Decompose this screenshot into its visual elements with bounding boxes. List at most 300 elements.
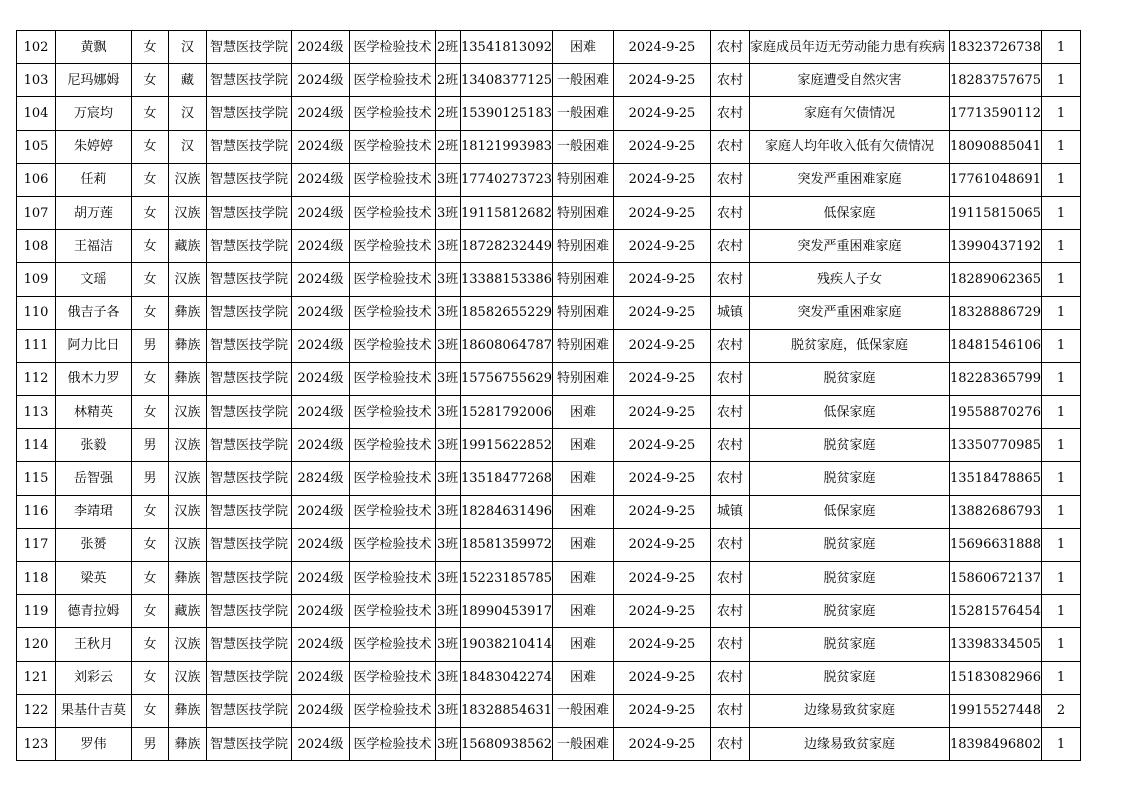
table-row bbox=[17, 727, 1081, 760]
contact-phone-cell: 18323726738 bbox=[949, 31, 1041, 64]
contact-phone-cell: 18481546106 bbox=[949, 329, 1041, 362]
contact-phone-cell: 15183082966 bbox=[949, 661, 1041, 694]
gender-cell: 女 bbox=[132, 296, 169, 329]
difficulty-level-cell: 困难 bbox=[552, 628, 613, 661]
grade-year-cell: 2024级 bbox=[292, 362, 350, 395]
row-number-cell: 103 bbox=[17, 64, 56, 97]
contact-phone-cell: 17713590112 bbox=[949, 97, 1041, 130]
hardship-reason-cell: 脱贫家庭，低保家庭 bbox=[749, 329, 949, 362]
row-number-cell: 122 bbox=[17, 694, 56, 727]
difficulty-level-cell: 特别困难 bbox=[552, 230, 613, 263]
residence-cell: 农村 bbox=[710, 230, 749, 263]
ethnicity-cell: 汉 bbox=[169, 97, 207, 130]
ethnicity-cell: 彝族 bbox=[169, 694, 207, 727]
contact-phone-cell: 18283757675 bbox=[949, 64, 1041, 97]
count-cell: 1 bbox=[1041, 97, 1080, 130]
table-row bbox=[17, 31, 1081, 64]
count-cell: 1 bbox=[1041, 31, 1080, 64]
phone-cell: 18581359972 bbox=[461, 528, 553, 561]
contact-phone-cell: 18228365799 bbox=[949, 362, 1041, 395]
gender-cell: 女 bbox=[132, 64, 169, 97]
phone-cell: 18608064787 bbox=[461, 329, 553, 362]
date-cell: 2024-9-25 bbox=[613, 562, 710, 595]
major-cell: 医学检验技术 bbox=[350, 396, 436, 429]
row-number-cell: 123 bbox=[17, 727, 56, 760]
class-cell: 2班 bbox=[436, 97, 461, 130]
contact-phone-cell: 13350770985 bbox=[949, 429, 1041, 462]
college-cell: 智慧医技学院 bbox=[207, 31, 292, 64]
date-cell: 2024-9-25 bbox=[613, 495, 710, 528]
contact-phone-cell: 13518478865 bbox=[949, 462, 1041, 495]
gender-cell: 女 bbox=[132, 362, 169, 395]
count-cell: 1 bbox=[1041, 396, 1080, 429]
gender-cell: 女 bbox=[132, 163, 169, 196]
college-cell: 智慧医技学院 bbox=[207, 296, 292, 329]
residence-cell: 农村 bbox=[710, 97, 749, 130]
date-cell: 2024-9-25 bbox=[613, 628, 710, 661]
grade-year-cell: 2024级 bbox=[292, 595, 350, 628]
count-cell: 1 bbox=[1041, 462, 1080, 495]
major-cell: 医学检验技术 bbox=[350, 230, 436, 263]
difficulty-level-cell: 特别困难 bbox=[552, 329, 613, 362]
student-name-cell: 王福洁 bbox=[56, 230, 132, 263]
major-cell: 医学检验技术 bbox=[350, 31, 436, 64]
grade-year-cell: 2024级 bbox=[292, 727, 350, 760]
student-name-cell: 李靖珺 bbox=[56, 495, 132, 528]
difficulty-level-cell: 困难 bbox=[552, 495, 613, 528]
hardship-reason-cell: 边缘易致贫家庭 bbox=[749, 694, 949, 727]
count-cell: 1 bbox=[1041, 329, 1080, 362]
residence-cell: 农村 bbox=[710, 562, 749, 595]
class-cell: 3班 bbox=[436, 661, 461, 694]
date-cell: 2024-9-25 bbox=[613, 727, 710, 760]
table-row bbox=[17, 196, 1081, 229]
student-roster-table bbox=[16, 30, 1081, 761]
count-cell: 1 bbox=[1041, 196, 1080, 229]
hardship-reason-cell: 边缘易致贫家庭 bbox=[749, 727, 949, 760]
major-cell: 医学检验技术 bbox=[350, 296, 436, 329]
count-cell: 1 bbox=[1041, 230, 1080, 263]
date-cell: 2024-9-25 bbox=[613, 64, 710, 97]
phone-cell: 15680938562 bbox=[461, 727, 553, 760]
student-name-cell: 俄木力罗 bbox=[56, 362, 132, 395]
grade-year-cell: 2024级 bbox=[292, 562, 350, 595]
hardship-reason-cell: 家庭有欠债情况 bbox=[749, 97, 949, 130]
count-cell: 1 bbox=[1041, 628, 1080, 661]
grade-year-cell: 2024级 bbox=[292, 130, 350, 163]
grade-year-cell: 2024级 bbox=[292, 31, 350, 64]
phone-cell: 17740273723 bbox=[461, 163, 553, 196]
row-number-cell: 118 bbox=[17, 562, 56, 595]
major-cell: 医学检验技术 bbox=[350, 196, 436, 229]
gender-cell: 男 bbox=[132, 462, 169, 495]
table-row bbox=[17, 595, 1081, 628]
difficulty-level-cell: 困难 bbox=[552, 396, 613, 429]
phone-cell: 19038210414 bbox=[461, 628, 553, 661]
count-cell: 1 bbox=[1041, 296, 1080, 329]
grade-year-cell: 2024级 bbox=[292, 64, 350, 97]
college-cell: 智慧医技学院 bbox=[207, 661, 292, 694]
college-cell: 智慧医技学院 bbox=[207, 97, 292, 130]
residence-cell: 农村 bbox=[710, 694, 749, 727]
major-cell: 医学检验技术 bbox=[350, 163, 436, 196]
count-cell: 1 bbox=[1041, 595, 1080, 628]
gender-cell: 男 bbox=[132, 329, 169, 362]
college-cell: 智慧医技学院 bbox=[207, 163, 292, 196]
college-cell: 智慧医技学院 bbox=[207, 263, 292, 296]
student-name-cell: 德青拉姆 bbox=[56, 595, 132, 628]
table-row bbox=[17, 628, 1081, 661]
residence-cell: 农村 bbox=[710, 462, 749, 495]
residence-cell: 农村 bbox=[710, 429, 749, 462]
difficulty-level-cell: 困难 bbox=[552, 661, 613, 694]
difficulty-level-cell: 特别困难 bbox=[552, 362, 613, 395]
row-number-cell: 117 bbox=[17, 528, 56, 561]
major-cell: 医学检验技术 bbox=[350, 694, 436, 727]
contact-phone-cell: 13990437192 bbox=[949, 230, 1041, 263]
table-row bbox=[17, 263, 1081, 296]
major-cell: 医学检验技术 bbox=[350, 462, 436, 495]
phone-cell: 18121993983 bbox=[461, 130, 553, 163]
college-cell: 智慧医技学院 bbox=[207, 362, 292, 395]
table-row bbox=[17, 362, 1081, 395]
count-cell: 1 bbox=[1041, 661, 1080, 694]
date-cell: 2024-9-25 bbox=[613, 329, 710, 362]
grade-year-cell: 2024级 bbox=[292, 429, 350, 462]
class-cell: 2班 bbox=[436, 64, 461, 97]
grade-year-cell: 2024级 bbox=[292, 230, 350, 263]
table-row bbox=[17, 230, 1081, 263]
grade-year-cell: 2024级 bbox=[292, 694, 350, 727]
gender-cell: 女 bbox=[132, 130, 169, 163]
class-cell: 3班 bbox=[436, 727, 461, 760]
hardship-reason-cell: 突发严重困难家庭 bbox=[749, 230, 949, 263]
residence-cell: 农村 bbox=[710, 196, 749, 229]
contact-phone-cell: 19915527448 bbox=[949, 694, 1041, 727]
table-row bbox=[17, 396, 1081, 429]
row-number-cell: 107 bbox=[17, 196, 56, 229]
count-cell: 1 bbox=[1041, 429, 1080, 462]
ethnicity-cell: 彝族 bbox=[169, 329, 207, 362]
residence-cell: 农村 bbox=[710, 628, 749, 661]
college-cell: 智慧医技学院 bbox=[207, 727, 292, 760]
row-number-cell: 113 bbox=[17, 396, 56, 429]
ethnicity-cell: 汉 bbox=[169, 31, 207, 64]
gender-cell: 女 bbox=[132, 230, 169, 263]
major-cell: 医学检验技术 bbox=[350, 263, 436, 296]
count-cell: 1 bbox=[1041, 495, 1080, 528]
count-cell: 1 bbox=[1041, 64, 1080, 97]
class-cell: 3班 bbox=[436, 528, 461, 561]
student-name-cell: 张毅 bbox=[56, 429, 132, 462]
date-cell: 2024-9-25 bbox=[613, 263, 710, 296]
difficulty-level-cell: 特别困难 bbox=[552, 163, 613, 196]
ethnicity-cell: 汉族 bbox=[169, 396, 207, 429]
date-cell: 2024-9-25 bbox=[613, 97, 710, 130]
ethnicity-cell: 彝族 bbox=[169, 362, 207, 395]
gender-cell: 男 bbox=[132, 727, 169, 760]
hardship-reason-cell: 突发严重困难家庭 bbox=[749, 163, 949, 196]
table-body bbox=[17, 31, 1081, 761]
row-number-cell: 109 bbox=[17, 263, 56, 296]
major-cell: 医学检验技术 bbox=[350, 727, 436, 760]
hardship-reason-cell: 家庭人均年收入低有欠债情况 bbox=[749, 130, 949, 163]
class-cell: 3班 bbox=[436, 329, 461, 362]
student-name-cell: 罗伟 bbox=[56, 727, 132, 760]
hardship-reason-cell: 脱贫家庭 bbox=[749, 628, 949, 661]
student-name-cell: 任莉 bbox=[56, 163, 132, 196]
major-cell: 医学检验技术 bbox=[350, 429, 436, 462]
date-cell: 2024-9-25 bbox=[613, 130, 710, 163]
student-name-cell: 万宸均 bbox=[56, 97, 132, 130]
gender-cell: 女 bbox=[132, 263, 169, 296]
residence-cell: 城镇 bbox=[710, 495, 749, 528]
gender-cell: 女 bbox=[132, 694, 169, 727]
residence-cell: 农村 bbox=[710, 130, 749, 163]
table-row bbox=[17, 130, 1081, 163]
phone-cell: 18728232449 bbox=[461, 230, 553, 263]
gender-cell: 女 bbox=[132, 562, 169, 595]
row-number-cell: 115 bbox=[17, 462, 56, 495]
phone-cell: 13388153386 bbox=[461, 263, 553, 296]
ethnicity-cell: 彝族 bbox=[169, 296, 207, 329]
count-cell: 1 bbox=[1041, 163, 1080, 196]
student-name-cell: 梁英 bbox=[56, 562, 132, 595]
major-cell: 医学检验技术 bbox=[350, 595, 436, 628]
class-cell: 3班 bbox=[436, 230, 461, 263]
student-name-cell: 张赟 bbox=[56, 528, 132, 561]
contact-phone-cell: 19558870276 bbox=[949, 396, 1041, 429]
table-row bbox=[17, 163, 1081, 196]
phone-cell: 18284631496 bbox=[461, 495, 553, 528]
contact-phone-cell: 15860672137 bbox=[949, 562, 1041, 595]
class-cell: 3班 bbox=[436, 628, 461, 661]
contact-phone-cell: 13882686793 bbox=[949, 495, 1041, 528]
hardship-reason-cell: 脱贫家庭 bbox=[749, 595, 949, 628]
student-name-cell: 果基什吉莫 bbox=[56, 694, 132, 727]
table-row bbox=[17, 562, 1081, 595]
hardship-reason-cell: 突发严重困难家庭 bbox=[749, 296, 949, 329]
college-cell: 智慧医技学院 bbox=[207, 196, 292, 229]
class-cell: 3班 bbox=[436, 296, 461, 329]
difficulty-level-cell: 一般困难 bbox=[552, 727, 613, 760]
difficulty-level-cell: 困难 bbox=[552, 595, 613, 628]
major-cell: 医学检验技术 bbox=[350, 329, 436, 362]
college-cell: 智慧医技学院 bbox=[207, 130, 292, 163]
class-cell: 3班 bbox=[436, 362, 461, 395]
major-cell: 医学检验技术 bbox=[350, 64, 436, 97]
college-cell: 智慧医技学院 bbox=[207, 329, 292, 362]
count-cell: 1 bbox=[1041, 528, 1080, 561]
major-cell: 医学检验技术 bbox=[350, 562, 436, 595]
contact-phone-cell: 15281576454 bbox=[949, 595, 1041, 628]
residence-cell: 农村 bbox=[710, 727, 749, 760]
college-cell: 智慧医技学院 bbox=[207, 595, 292, 628]
student-name-cell: 俄吉子各 bbox=[56, 296, 132, 329]
row-number-cell: 121 bbox=[17, 661, 56, 694]
residence-cell: 农村 bbox=[710, 64, 749, 97]
row-number-cell: 114 bbox=[17, 429, 56, 462]
date-cell: 2024-9-25 bbox=[613, 31, 710, 64]
student-name-cell: 刘彩云 bbox=[56, 661, 132, 694]
class-cell: 3班 bbox=[436, 595, 461, 628]
date-cell: 2024-9-25 bbox=[613, 462, 710, 495]
college-cell: 智慧医技学院 bbox=[207, 396, 292, 429]
phone-cell: 15390125183 bbox=[461, 97, 553, 130]
contact-phone-cell: 17761048691 bbox=[949, 163, 1041, 196]
student-name-cell: 王秋月 bbox=[56, 628, 132, 661]
hardship-reason-cell: 脱贫家庭 bbox=[749, 362, 949, 395]
ethnicity-cell: 藏族 bbox=[169, 595, 207, 628]
row-number-cell: 105 bbox=[17, 130, 56, 163]
residence-cell: 农村 bbox=[710, 595, 749, 628]
grade-year-cell: 2024级 bbox=[292, 296, 350, 329]
residence-cell: 农村 bbox=[710, 329, 749, 362]
class-cell: 3班 bbox=[436, 495, 461, 528]
hardship-reason-cell: 脱贫家庭 bbox=[749, 429, 949, 462]
class-cell: 3班 bbox=[436, 562, 461, 595]
phone-cell: 18582655229 bbox=[461, 296, 553, 329]
contact-phone-cell: 15696631888 bbox=[949, 528, 1041, 561]
grade-year-cell: 2024级 bbox=[292, 163, 350, 196]
row-number-cell: 106 bbox=[17, 163, 56, 196]
gender-cell: 女 bbox=[132, 196, 169, 229]
difficulty-level-cell: 特别困难 bbox=[552, 263, 613, 296]
table-row bbox=[17, 462, 1081, 495]
ethnicity-cell: 藏 bbox=[169, 64, 207, 97]
count-cell: 1 bbox=[1041, 263, 1080, 296]
table-row bbox=[17, 495, 1081, 528]
row-number-cell: 112 bbox=[17, 362, 56, 395]
difficulty-level-cell: 困难 bbox=[552, 528, 613, 561]
grade-year-cell: 2024级 bbox=[292, 628, 350, 661]
phone-cell: 15223185785 bbox=[461, 562, 553, 595]
college-cell: 智慧医技学院 bbox=[207, 528, 292, 561]
hardship-reason-cell: 脱贫家庭 bbox=[749, 462, 949, 495]
hardship-reason-cell: 低保家庭 bbox=[749, 196, 949, 229]
hardship-reason-cell: 低保家庭 bbox=[749, 495, 949, 528]
gender-cell: 男 bbox=[132, 429, 169, 462]
table-row bbox=[17, 296, 1081, 329]
contact-phone-cell: 18090885041 bbox=[949, 130, 1041, 163]
row-number-cell: 120 bbox=[17, 628, 56, 661]
major-cell: 医学检验技术 bbox=[350, 362, 436, 395]
ethnicity-cell: 汉族 bbox=[169, 661, 207, 694]
phone-cell: 18483042274 bbox=[461, 661, 553, 694]
gender-cell: 女 bbox=[132, 595, 169, 628]
phone-cell: 19115812682 bbox=[461, 196, 553, 229]
hardship-reason-cell: 家庭遭受自然灾害 bbox=[749, 64, 949, 97]
class-cell: 2班 bbox=[436, 130, 461, 163]
ethnicity-cell: 汉 bbox=[169, 130, 207, 163]
residence-cell: 农村 bbox=[710, 528, 749, 561]
student-name-cell: 朱婷婷 bbox=[56, 130, 132, 163]
date-cell: 2024-9-25 bbox=[613, 396, 710, 429]
row-number-cell: 104 bbox=[17, 97, 56, 130]
count-cell: 1 bbox=[1041, 727, 1080, 760]
difficulty-level-cell: 一般困难 bbox=[552, 130, 613, 163]
difficulty-level-cell: 一般困难 bbox=[552, 97, 613, 130]
college-cell: 智慧医技学院 bbox=[207, 562, 292, 595]
major-cell: 医学检验技术 bbox=[350, 97, 436, 130]
gender-cell: 女 bbox=[132, 97, 169, 130]
residence-cell: 农村 bbox=[710, 163, 749, 196]
phone-cell: 15281792006 bbox=[461, 396, 553, 429]
gender-cell: 女 bbox=[132, 628, 169, 661]
ethnicity-cell: 汉族 bbox=[169, 462, 207, 495]
hardship-reason-cell: 脱贫家庭 bbox=[749, 661, 949, 694]
contact-phone-cell: 18398496802 bbox=[949, 727, 1041, 760]
difficulty-level-cell: 困难 bbox=[552, 429, 613, 462]
class-cell: 3班 bbox=[436, 163, 461, 196]
grade-year-cell: 2024级 bbox=[292, 396, 350, 429]
college-cell: 智慧医技学院 bbox=[207, 429, 292, 462]
date-cell: 2024-9-25 bbox=[613, 196, 710, 229]
hardship-reason-cell: 脱贫家庭 bbox=[749, 562, 949, 595]
difficulty-level-cell: 特别困难 bbox=[552, 296, 613, 329]
hardship-reason-cell: 残疾人子女 bbox=[749, 263, 949, 296]
ethnicity-cell: 汉族 bbox=[169, 429, 207, 462]
table-row bbox=[17, 661, 1081, 694]
gender-cell: 女 bbox=[132, 495, 169, 528]
grade-year-cell: 2024级 bbox=[292, 196, 350, 229]
hardship-reason-cell: 家庭成员年迈无劳动能力患有疾病 bbox=[749, 31, 949, 64]
ethnicity-cell: 汉族 bbox=[169, 163, 207, 196]
difficulty-level-cell: 困难 bbox=[552, 462, 613, 495]
date-cell: 2024-9-25 bbox=[613, 528, 710, 561]
residence-cell: 农村 bbox=[710, 263, 749, 296]
residence-cell: 农村 bbox=[710, 31, 749, 64]
difficulty-level-cell: 困难 bbox=[552, 562, 613, 595]
residence-cell: 城镇 bbox=[710, 296, 749, 329]
major-cell: 医学检验技术 bbox=[350, 495, 436, 528]
college-cell: 智慧医技学院 bbox=[207, 230, 292, 263]
grade-year-cell: 2824级 bbox=[292, 462, 350, 495]
college-cell: 智慧医技学院 bbox=[207, 694, 292, 727]
ethnicity-cell: 彝族 bbox=[169, 727, 207, 760]
grade-year-cell: 2024级 bbox=[292, 97, 350, 130]
contact-phone-cell: 18289062365 bbox=[949, 263, 1041, 296]
college-cell: 智慧医技学院 bbox=[207, 628, 292, 661]
date-cell: 2024-9-25 bbox=[613, 230, 710, 263]
student-name-cell: 文瑶 bbox=[56, 263, 132, 296]
grade-year-cell: 2024级 bbox=[292, 329, 350, 362]
table-row bbox=[17, 429, 1081, 462]
row-number-cell: 116 bbox=[17, 495, 56, 528]
count-cell: 1 bbox=[1041, 562, 1080, 595]
phone-cell: 13541813092 bbox=[461, 31, 553, 64]
contact-phone-cell: 19115815065 bbox=[949, 196, 1041, 229]
residence-cell: 农村 bbox=[710, 362, 749, 395]
contact-phone-cell: 13398334505 bbox=[949, 628, 1041, 661]
residence-cell: 农村 bbox=[710, 396, 749, 429]
major-cell: 医学检验技术 bbox=[350, 628, 436, 661]
class-cell: 3班 bbox=[436, 462, 461, 495]
phone-cell: 13408377125 bbox=[461, 64, 553, 97]
ethnicity-cell: 汉族 bbox=[169, 528, 207, 561]
phone-cell: 18328854631 bbox=[461, 694, 553, 727]
phone-cell: 19915622852 bbox=[461, 429, 553, 462]
phone-cell: 18990453917 bbox=[461, 595, 553, 628]
table-row bbox=[17, 694, 1081, 727]
phone-cell: 15756755629 bbox=[461, 362, 553, 395]
gender-cell: 女 bbox=[132, 396, 169, 429]
ethnicity-cell: 汉族 bbox=[169, 196, 207, 229]
class-cell: 3班 bbox=[436, 263, 461, 296]
class-cell: 3班 bbox=[436, 429, 461, 462]
row-number-cell: 111 bbox=[17, 329, 56, 362]
student-name-cell: 岳智强 bbox=[56, 462, 132, 495]
